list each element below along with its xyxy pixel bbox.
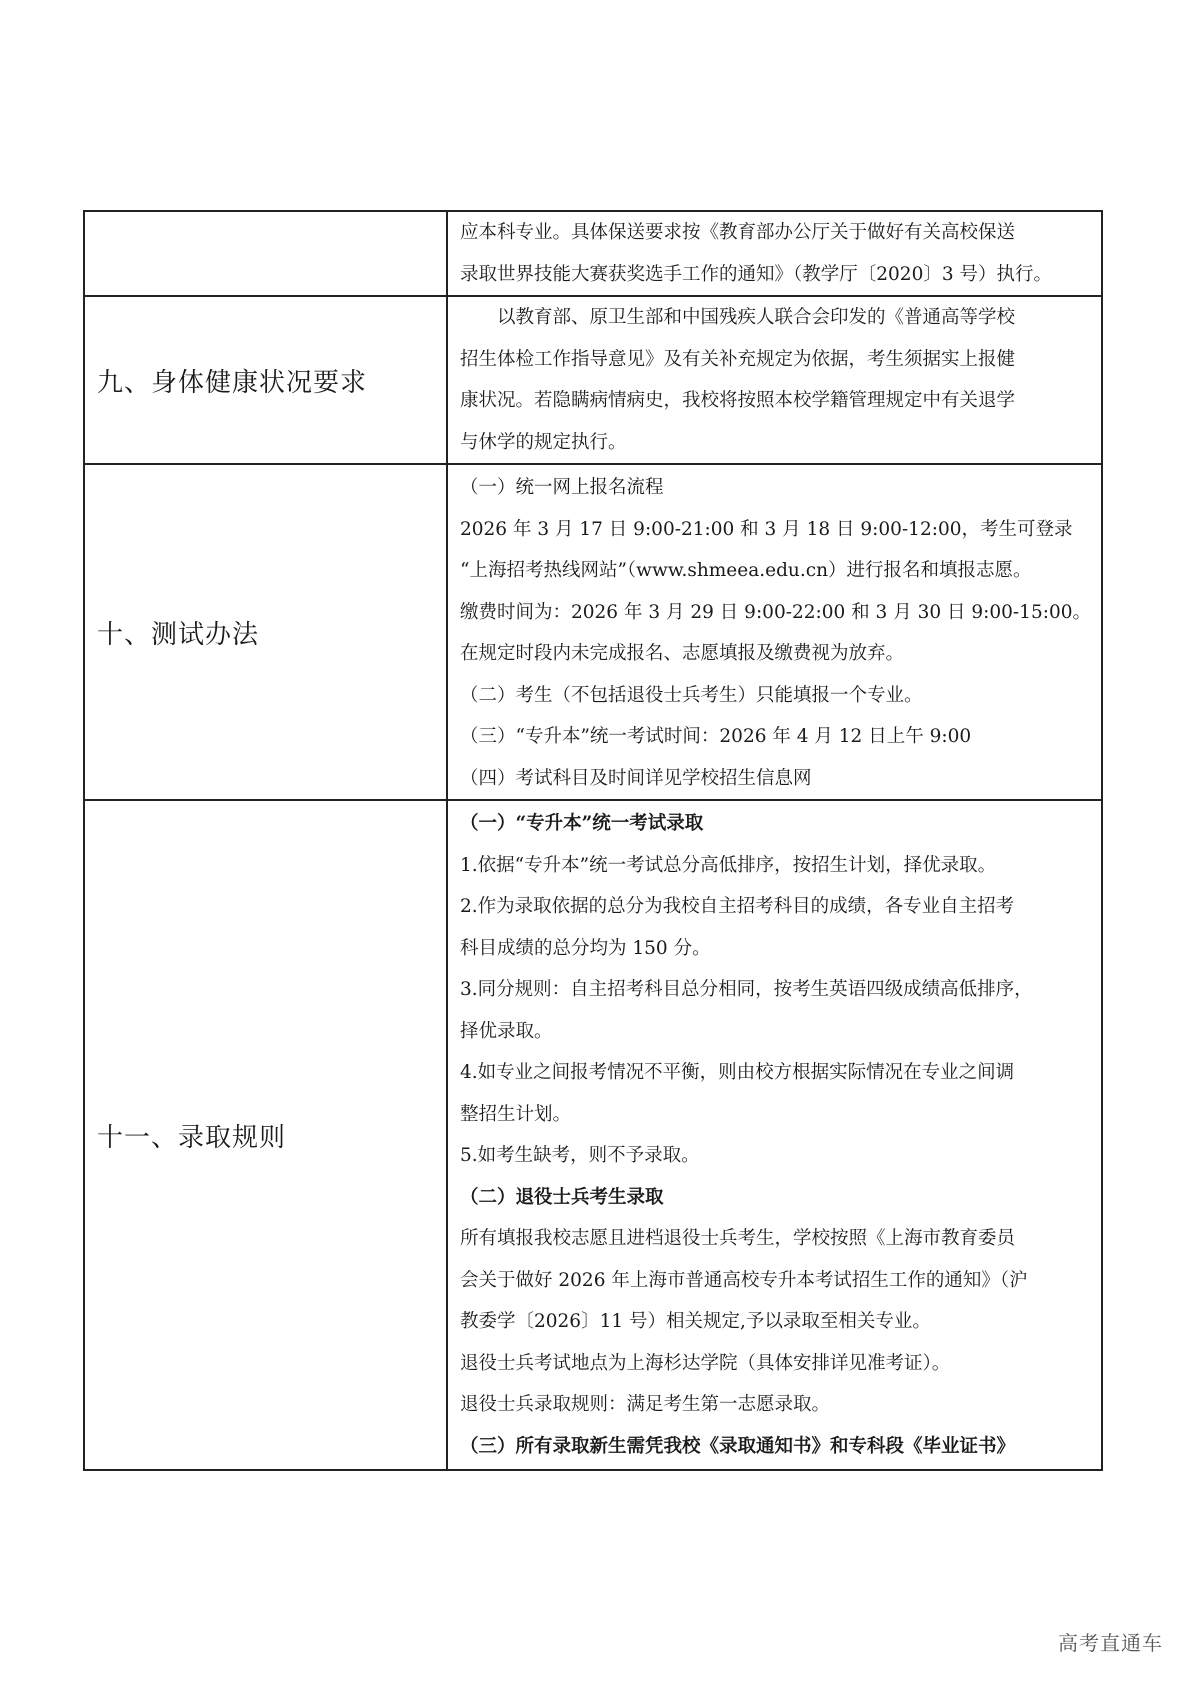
row-heading-health: 九、身体健康状况要求 (84, 296, 447, 464)
paragraph-line: 4.如专业之间报考情况不平衡，则由校方根据实际情况在专业之间调 (460, 1062, 1015, 1083)
row-content (447, 464, 1102, 800)
paragraph-line: 在规定时段内未完成报名、志愿填报及缴费视为放弃。 (460, 643, 905, 664)
paragraph-line: 2.作为录取依据的总分为我校自主招考科目的成绩，各专业自主招考 (460, 896, 1015, 917)
paragraph-line: 教委学〔2026〕11 号）相关规定,予以录取至相关专业。 (460, 1311, 931, 1332)
paragraph-line: 3.同分规则：自主招考科目总分相同，按考生英语四级成绩高低排序， (460, 979, 1033, 1000)
table-row (84, 800, 1102, 1470)
paragraph-line: 1.依据“专升本”统一考试总分高低排序，按招生计划，择优录取。 (460, 854, 997, 876)
paragraph-line: 缴费时间为：2026 年 3 月 29 日 9:00-22:00 和 3 月 30 日 9:00-15:00。 (460, 601, 1091, 623)
row-heading (84, 211, 447, 296)
paragraph-line: “上海招考热线网站”（www.shmeea.edu.cn）进行报名和填报志愿。 (460, 560, 1032, 581)
paragraph-line: 5.如考生缺考，则不予录取。 (460, 1145, 700, 1166)
table-row (84, 296, 1102, 464)
section-subheading: （二）退役士兵考生录取 (460, 1186, 664, 1208)
paragraph-line: 会关于做好 2026 年上海市普通高校专升本考试招生工作的通知》（沪 (460, 1269, 1028, 1291)
paragraph-line: （一）统一网上报名流程 (460, 477, 664, 498)
section-subheading: （三）所有录取新生需凭我校《录取通知书》和专科段《毕业证书》 (460, 1435, 1016, 1457)
watermark-text: 高考直通车 (1058, 1631, 1163, 1655)
paragraph-line: 2026 年 3 月 17 日 9:00-21:00 和 3 月 18 日 9:00-12:00，考生可登录 (460, 518, 1073, 540)
row-content (447, 296, 1102, 464)
paragraph-line: 康状况。若隐瞒病情病史，我校将按照本校学籍管理规定中有关退学 (460, 390, 1016, 411)
row-heading-test-method: 十、测试办法 (84, 464, 447, 800)
paragraph-line: 退役士兵考试地点为上海杉达学院（具体安排详见准考证）。 (460, 1352, 951, 1374)
paragraph-line: （二）考生（不包括退役士兵考生）只能填报一个专业。 (460, 684, 923, 706)
paragraph-line: 录取世界技能大赛获奖选手工作的通知》（教学厅〔2020〕3 号）执行。 (460, 263, 1052, 285)
paragraph-line: （三）“专升本”统一考试时间：2026 年 4 月 12 日上午 9:00 (460, 726, 972, 747)
row-content (447, 211, 1102, 296)
paragraph-line: 退役士兵录取规则：满足考生第一志愿录取。 (460, 1394, 831, 1415)
paragraph-line: （四）考试科目及时间详见学校招生信息网 (460, 767, 812, 789)
table-row (84, 464, 1102, 800)
paragraph-line: 整招生计划。 (460, 1103, 572, 1125)
paragraph-line: 择优录取。 (460, 1020, 553, 1042)
paragraph-line: 以教育部、原卫生部和中国残疾人联合会印发的《普通高等学校 (497, 307, 1016, 328)
row-heading-admission-rules: 十一、录取规则 (84, 800, 447, 1470)
paragraph-line: 与休学的规定执行。 (460, 431, 627, 453)
paragraph-line: 科目成绩的总分均为 150 分。 (460, 937, 711, 959)
paragraph-line: 所有填报我校志愿且进档退役士兵考生，学校按照《上海市教育委员 (460, 1228, 1016, 1249)
table-row (84, 211, 1102, 296)
section-subheading: （一）“专升本”统一考试录取 (460, 813, 704, 834)
paragraph-line: 应本科专业。具体保送要求按《教育部办公厅关于做好有关高校保送 (460, 222, 1016, 243)
row-content (447, 800, 1102, 1470)
paragraph-line: 招生体检工作指导意见》及有关补充规定为依据，考生须据实上报健 (460, 348, 1016, 370)
admission-rules-table (83, 210, 1103, 1471)
